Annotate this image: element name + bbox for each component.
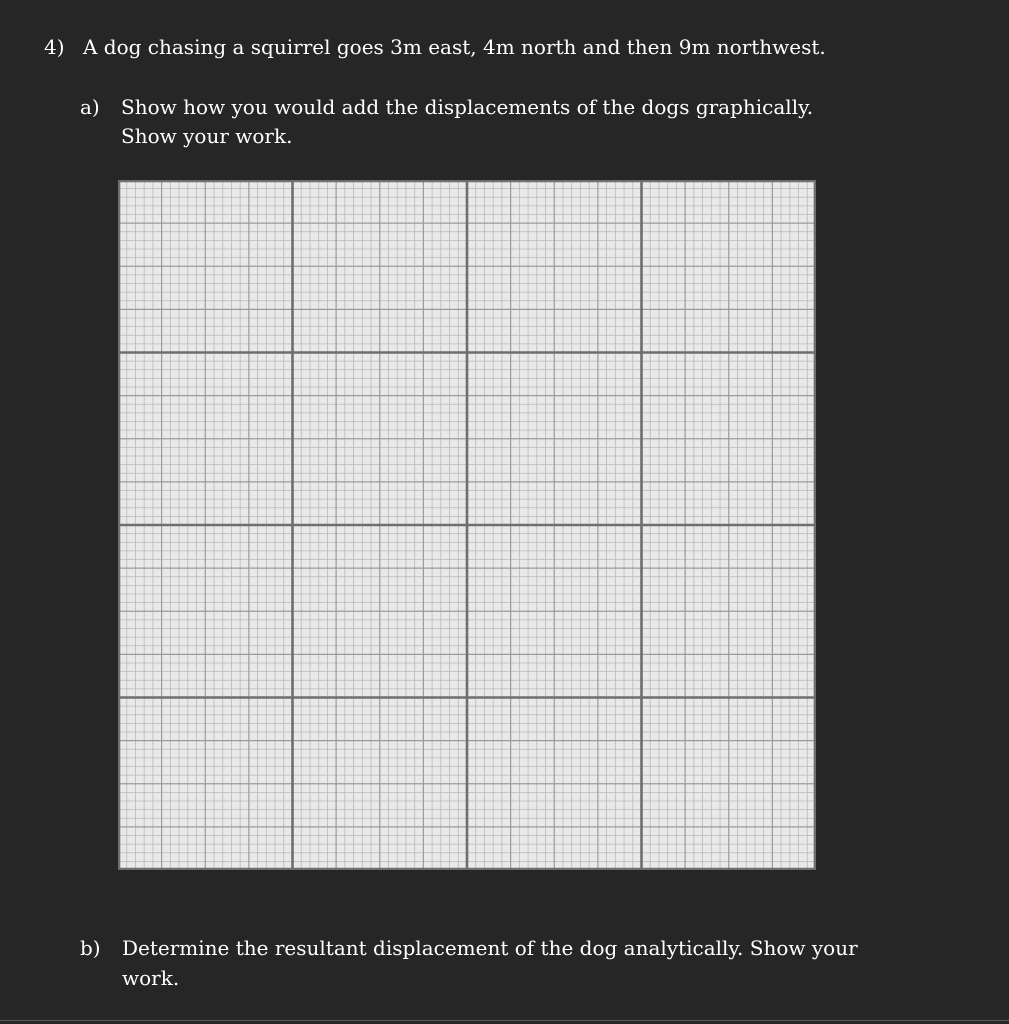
part-a-text-line1: Show how you would add the displacements of the dogs graphically. — [121, 95, 814, 119]
part-a-marker: a) — [80, 95, 100, 119]
part-b-text-line2: work. — [122, 966, 180, 990]
part-a-text-line2: Show your work. — [121, 124, 293, 148]
graph-paper-grid — [118, 180, 816, 870]
part-b-text-line1: Determine the resultant displacement of the dog analytically. Show your — [122, 936, 858, 960]
question-number: 4) — [44, 35, 65, 59]
question-text: A dog chasing a squirrel goes 3m east, 4m north and then 9m northwest. — [83, 35, 826, 59]
graph-paper — [118, 180, 816, 870]
part-b-marker: b) — [80, 936, 101, 960]
bottom-divider — [0, 1020, 1009, 1021]
